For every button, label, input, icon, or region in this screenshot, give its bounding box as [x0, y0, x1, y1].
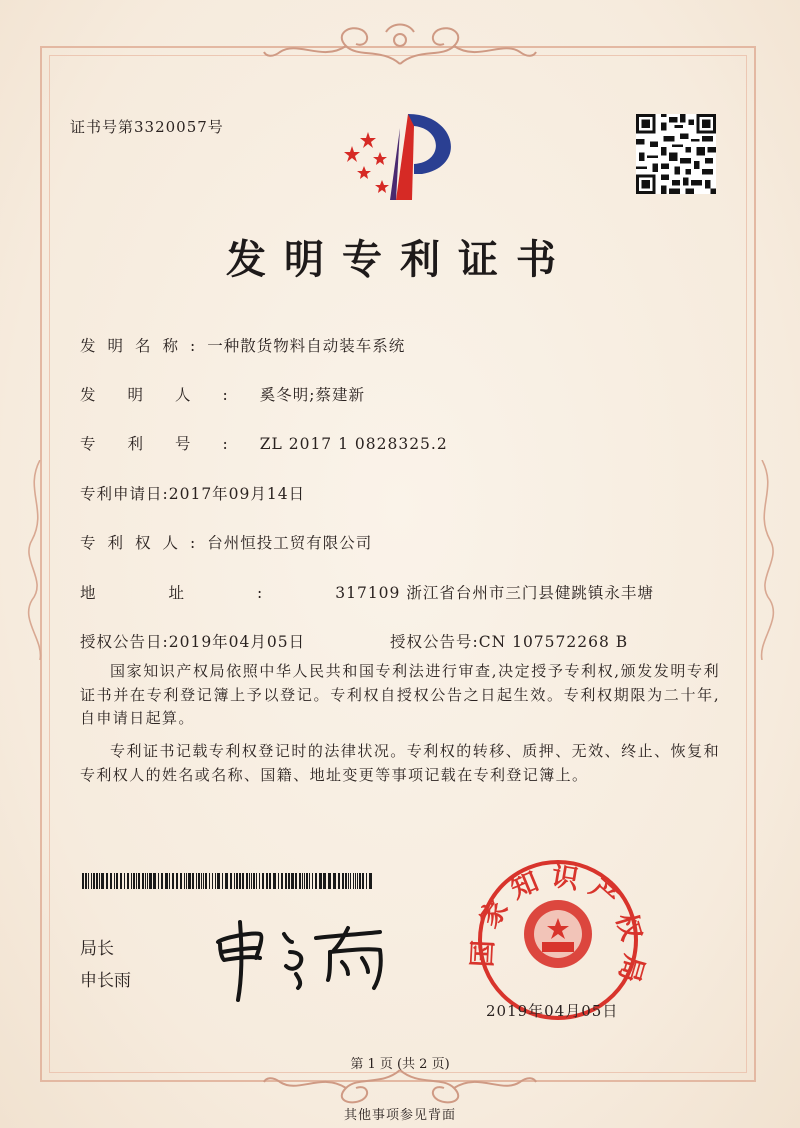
field-filing-date — [80, 482, 305, 504]
patent-office-logo — [338, 108, 478, 208]
field-patent-number — [80, 432, 448, 454]
inventor-value: 奚冬明;蔡建新 — [259, 386, 365, 404]
barcode — [82, 873, 374, 889]
field-invention-name — [80, 334, 405, 356]
address-label: 地址: — [80, 584, 336, 602]
filing-date-value: 2017年09月14日 — [168, 485, 306, 503]
field-inventor — [80, 383, 365, 405]
certificate-number: 证书号第3320057号 — [70, 118, 224, 136]
patentee-label: 专利权人: — [80, 534, 208, 552]
national-emblem-icon — [524, 900, 592, 968]
paragraph-grant-statement: 国家知识产权局依照中华人民共和国专利法进行审查,决定授予专利权,颁发发明专利证书并在专利登记簿上予以登记。专利权自授权公告之日起生效。专利权期限为二十年,自申请日起算。 — [80, 662, 720, 727]
seal-text: 国家知识产权局 — [467, 860, 650, 996]
director-title: 局长 — [80, 939, 114, 959]
patent-number-label: 专利号: — [80, 435, 260, 453]
page-number: 第 1 页 (共 2 页) — [350, 1057, 450, 1072]
grant-date-value: 2019年04月05日 — [168, 633, 306, 651]
seal-date: 2019年04月05日 — [486, 1002, 619, 1020]
see-back-note: 其他事项参见背面 — [343, 1108, 456, 1123]
field-grant-number — [390, 630, 628, 652]
director-name: 申长雨 — [80, 971, 131, 991]
grant-date-label: 授权公告日: — [80, 633, 169, 651]
certificate-title: 发明专利证书 — [226, 237, 574, 283]
top-ornament — [262, 18, 538, 70]
field-patentee — [80, 531, 372, 553]
grant-number-label: 授权公告号: — [390, 633, 479, 651]
invention-name-label: 发明名称: — [80, 337, 208, 355]
field-address — [80, 581, 654, 603]
address-value: 317109 浙江省台州市三门县健跳镇永丰塘 — [335, 584, 654, 602]
grant-number-value: CN 107572268 B — [478, 633, 629, 651]
right-ornament — [752, 460, 782, 660]
director-signature — [212, 908, 402, 1008]
field-grant-date — [80, 630, 305, 652]
invention-name-value: 一种散货物料自动装车系统 — [207, 337, 406, 355]
patent-number-value: ZL 2017 1 0828325.2 — [259, 435, 448, 453]
qr-code — [636, 114, 716, 194]
inventor-label: 发明人: — [80, 386, 260, 404]
paragraph-legal-status: 专利证书记载专利权登记时的法律状况。专利权的转移、质押、无效、终止、恢复和专利权人的姓名或名称、国籍、地址变更等事项记载在专利登记簿上。 — [80, 742, 720, 784]
left-ornament — [20, 460, 50, 660]
patentee-value: 台州恒投工贸有限公司 — [207, 534, 373, 552]
filing-date-label: 专利申请日: — [80, 485, 169, 503]
